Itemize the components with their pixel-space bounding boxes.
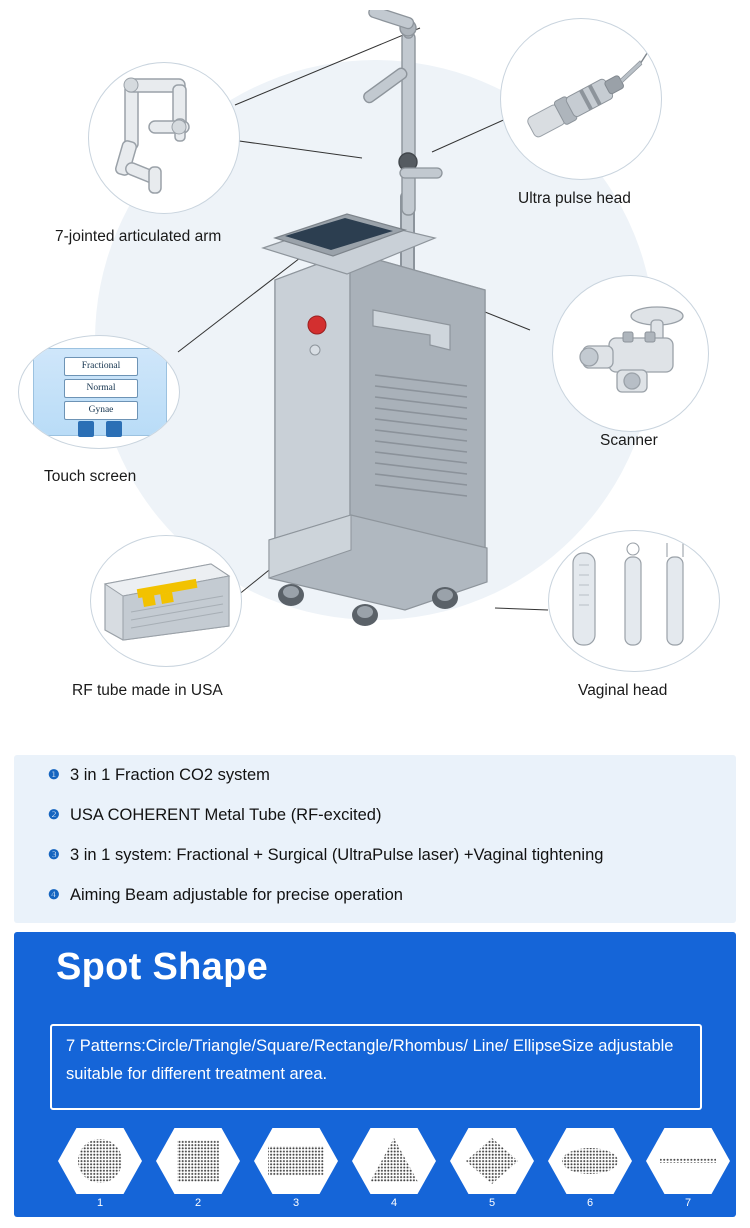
pattern-label: 4 bbox=[390, 1197, 398, 1209]
feature-text: 3 in 1 system: Fractional + Surgical (UltraPulse laser) +Vaginal tightening bbox=[70, 845, 604, 864]
callout-label-scanner: Scanner bbox=[600, 432, 658, 449]
feature-text: Aiming Beam adjustable for precise operation bbox=[70, 885, 403, 904]
callout-vaginal-head bbox=[548, 530, 720, 672]
pattern-hex-square bbox=[156, 1128, 240, 1194]
callout-scanner bbox=[552, 275, 709, 432]
spot-shape-description: 7 Patterns:Circle/Triangle/Square/Rectangle/Rhombus/ Line/ EllipseSize adjustable suitable for different treatment area. bbox=[66, 1037, 674, 1083]
articulated-arm-overlay bbox=[340, 10, 470, 240]
feature-list bbox=[14, 755, 736, 923]
pattern-label: 7 bbox=[684, 1197, 692, 1209]
pattern-item-3 bbox=[254, 1128, 338, 1209]
pattern-item-4 bbox=[352, 1128, 436, 1209]
pattern-item-1 bbox=[58, 1128, 142, 1209]
touch-screen-display[interactable] bbox=[33, 348, 167, 436]
spot-shape-pattern-row bbox=[14, 1128, 736, 1210]
pattern-label: 2 bbox=[194, 1197, 202, 1209]
callout-ultra-pulse-head bbox=[500, 18, 662, 180]
pattern-hex-rhombus bbox=[450, 1128, 534, 1194]
callout-label-rf-tube: RF tube made in USA bbox=[72, 682, 223, 699]
spot-shape-panel bbox=[14, 932, 736, 1217]
pattern-label: 3 bbox=[292, 1197, 300, 1209]
touch-screen-button-fractional[interactable]: Fractional bbox=[64, 357, 138, 376]
touch-screen-icon-left[interactable] bbox=[78, 421, 94, 437]
pattern-hex-ellipse bbox=[548, 1128, 632, 1194]
feature-item bbox=[14, 875, 736, 915]
pattern-hex-rectangle bbox=[254, 1128, 338, 1194]
pattern-label: 5 bbox=[488, 1197, 496, 1209]
pattern-item-7 bbox=[646, 1128, 730, 1209]
touch-screen-icon-right[interactable] bbox=[106, 421, 122, 437]
callout-label-touch-screen: Touch screen bbox=[44, 468, 137, 485]
callout-label-vaginal-head: Vaginal head bbox=[578, 682, 668, 699]
pattern-item-2 bbox=[156, 1128, 240, 1209]
feature-number: ❷ bbox=[48, 807, 60, 822]
pattern-item-6 bbox=[548, 1128, 632, 1209]
touch-screen-button-gynae[interactable]: Gynae bbox=[64, 401, 138, 420]
callout-label-articulated-arm: 7-jointed articulated arm bbox=[55, 228, 222, 245]
feature-item bbox=[14, 755, 736, 795]
callout-articulated-arm bbox=[88, 62, 240, 214]
spot-shape-title: Spot Shape bbox=[56, 946, 269, 988]
callout-rf-tube bbox=[90, 535, 242, 667]
feature-text: USA COHERENT Metal Tube (RF-excited) bbox=[70, 805, 382, 824]
feature-number: ❸ bbox=[48, 847, 60, 862]
feature-number: ❹ bbox=[48, 887, 60, 902]
co2-laser-machine-illustration bbox=[255, 190, 505, 630]
feature-item bbox=[14, 795, 736, 835]
pattern-label: 6 bbox=[586, 1197, 594, 1209]
callout-touch-screen bbox=[18, 335, 180, 449]
pattern-hex-triangle bbox=[352, 1128, 436, 1194]
feature-text: 3 in 1 Fraction CO2 system bbox=[70, 765, 270, 784]
pattern-hex-circle bbox=[58, 1128, 142, 1194]
feature-number: ❶ bbox=[48, 767, 60, 782]
touch-screen-button-normal[interactable]: Normal bbox=[64, 379, 138, 398]
callout-label-ultra-pulse-head: Ultra pulse head bbox=[518, 190, 631, 207]
pattern-label: 1 bbox=[96, 1197, 104, 1209]
pattern-hex-line bbox=[646, 1128, 730, 1194]
pattern-item-5 bbox=[450, 1128, 534, 1209]
feature-item bbox=[14, 835, 736, 875]
